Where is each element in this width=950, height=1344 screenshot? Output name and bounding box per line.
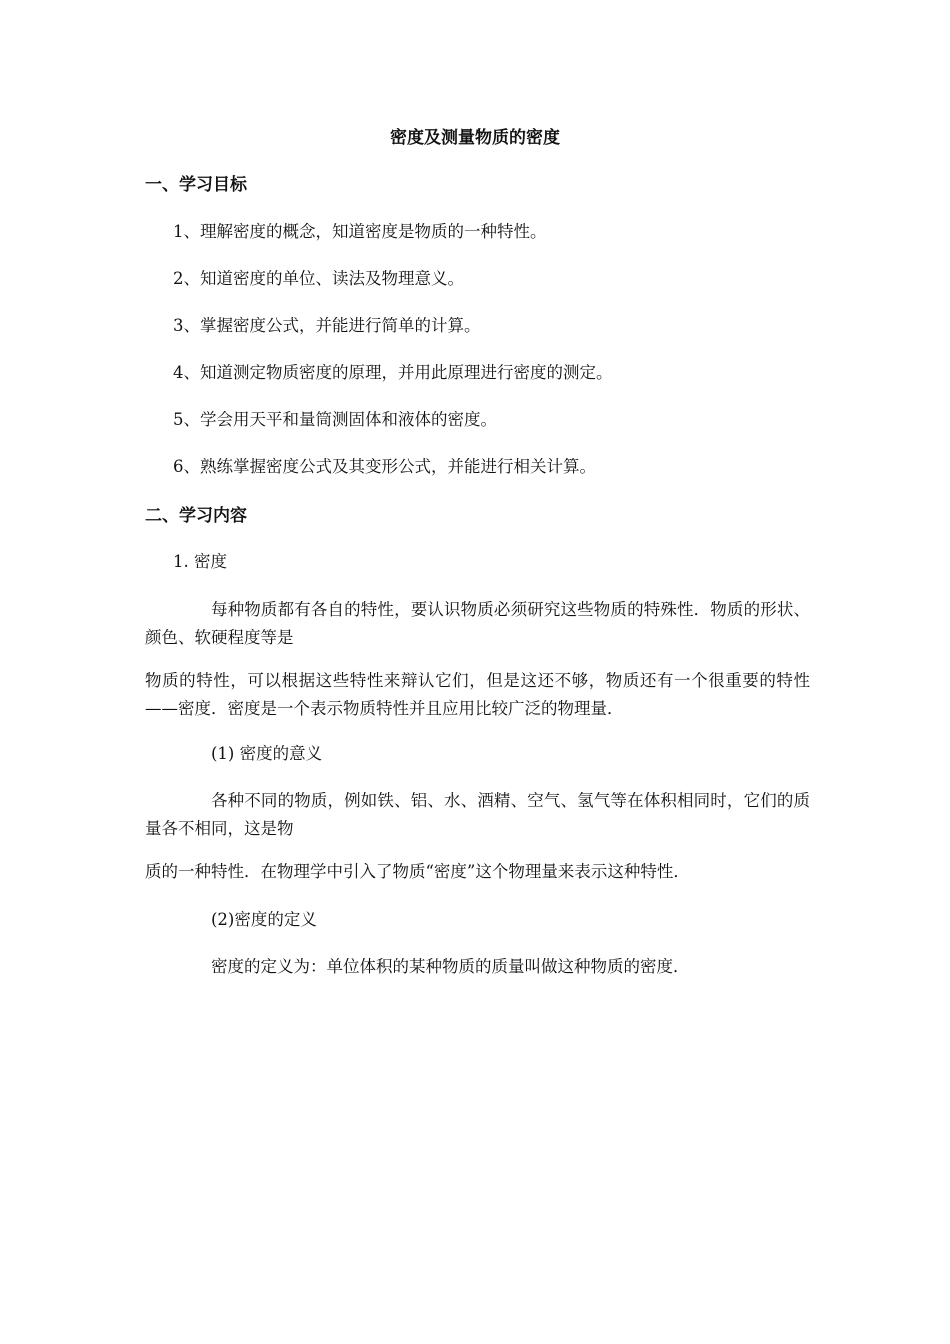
goal-item: 5、学会用天平和量筒测固体和液体的密度。 [173,410,497,429]
goal-item: 3、掌握密度公式，并能进行简单的计算。 [173,316,481,335]
section-heading-learning-goals: 一、学习目标 [145,175,247,195]
paragraph: 物质的特性，可以根据这些特性来辩认它们，但是这还不够，物质还有一个很重要的特性——密度．密度是一个表示物质特性并且应用比较广泛的物理量． [145,671,810,718]
goal-item: 2、知道密度的单位、读法及物理意义。 [173,269,464,288]
subsection-density: 1. 密度 [173,552,227,571]
subsection-meaning: (1) 密度的意义 [211,744,323,763]
goal-item: 4、知道测定物质密度的原理，并用此原理进行密度的测定。 [173,363,613,382]
section-heading-learning-content: 二、学习内容 [145,506,247,526]
paragraph: 每种物质都有各自的特性，要认识物质必须研究这些物质的特殊性．物质的形状、颜色、软硬程度等是 [145,600,810,647]
goal-item: 1、理解密度的概念，知道密度是物质的一种特性。 [173,222,547,241]
definition-text: 密度的定义为：单位体积的某种物质的质量叫做这种物质的密度． [211,957,690,976]
paragraph: 质的一种特性．在物理学中引入了物质“密度”这个物理量来表示这种特性． [145,862,690,881]
paragraph: 各种不同的物质，例如铁、铝、水、酒精、空气、氢气等在体积相同时，它们的质量各不相同，这是物 [145,791,810,838]
document-title: 密度及测量物质的密度 [390,128,560,148]
goal-item: 6、熟练掌握密度公式及其变形公式，并能进行相关计算。 [173,457,596,476]
subsection-definition: (2)密度的定义 [211,910,317,929]
